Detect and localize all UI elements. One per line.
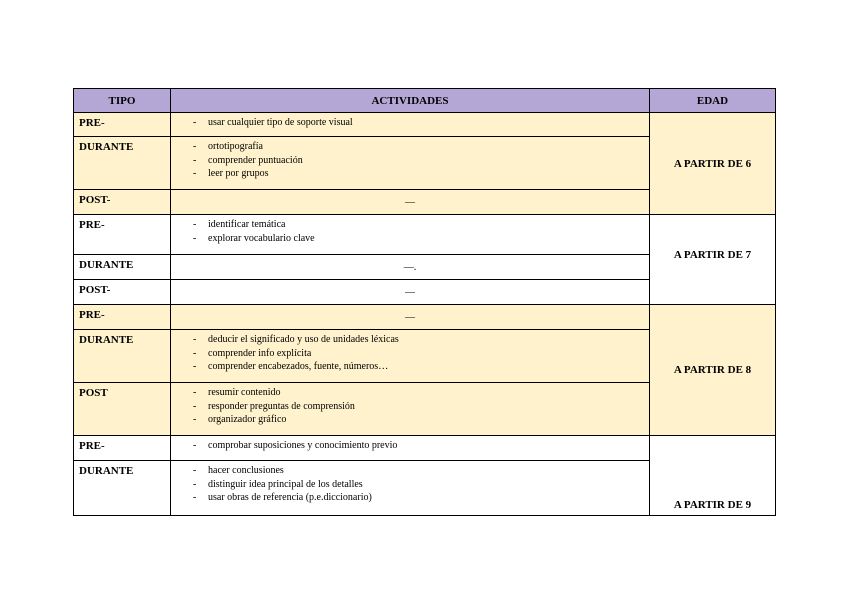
activity-item: - distinguir idea principal de los detalles xyxy=(193,478,363,490)
tipo-cell: PRE- xyxy=(74,215,171,255)
header-tipo: TIPO xyxy=(74,89,171,113)
tipo-cell: PRE- xyxy=(74,436,171,461)
activity-item: - resumir contenido xyxy=(193,387,281,398)
activity-item: - leer por grupos xyxy=(193,168,269,179)
activity-item: - hacer conclusiones xyxy=(193,465,284,476)
table-row xyxy=(74,215,776,255)
header-actividades: ACTIVIDADES xyxy=(171,89,650,113)
table-row xyxy=(74,436,776,461)
activities-empty-cell: — xyxy=(171,190,650,215)
tipo-cell: PRE- xyxy=(74,113,171,137)
activity-item: - responder preguntas de comprensión xyxy=(193,400,355,412)
tipo-cell: POST- xyxy=(74,190,171,215)
header-edad: EDAD xyxy=(650,89,776,113)
activities-table xyxy=(73,88,776,516)
edad-cell: A PARTIR DE 6 xyxy=(650,113,776,215)
activities-cell xyxy=(171,137,650,190)
activities-empty-cell: — xyxy=(171,280,650,305)
activities-cell xyxy=(171,383,650,436)
activities-cell xyxy=(171,215,650,255)
edad-cell: A PARTIR DE 7 xyxy=(650,215,776,305)
activity-item: - explorar vocabulario clave xyxy=(193,232,315,244)
tipo-cell: DURANTE xyxy=(74,461,171,516)
activities-cell xyxy=(171,461,650,516)
tipo-cell: POST xyxy=(74,383,171,436)
tipo-cell: DURANTE xyxy=(74,330,171,383)
activity-item: - usar cualquier tipo de soporte visual xyxy=(193,117,353,128)
activity-item: - deducir el significado y uso de unidades léxicas xyxy=(193,334,399,345)
activity-item: - comprender info explícita xyxy=(193,347,312,359)
activity-item: - comprender encabezados, fuente, números… xyxy=(193,361,389,372)
activity-item: - comprobar suposiciones y conocimiento previo xyxy=(193,440,398,451)
tipo-cell: DURANTE xyxy=(74,137,171,190)
activities-cell xyxy=(171,330,650,383)
tipo-cell: POST- xyxy=(74,280,171,305)
activity-item: - usar obras de referencia (p.e.diccionario) xyxy=(193,492,372,503)
activities-empty-cell: —. xyxy=(171,255,650,280)
table-row xyxy=(74,305,776,330)
edad-cell: A PARTIR DE 8 xyxy=(650,305,776,436)
table-row xyxy=(74,113,776,137)
tipo-cell: PRE- xyxy=(74,305,171,330)
activity-item: - comprender puntuación xyxy=(193,154,303,166)
activities-cell xyxy=(171,113,650,137)
activities-empty-cell: — xyxy=(171,305,650,330)
edad-cell: A PARTIR DE 9 xyxy=(650,436,776,516)
tipo-cell: DURANTE xyxy=(74,255,171,280)
activity-item: - organizador gráfico xyxy=(193,414,287,425)
activities-cell xyxy=(171,436,650,461)
activity-item: - ortotipografía xyxy=(193,141,263,152)
activity-item: - identificar temática xyxy=(193,219,286,230)
